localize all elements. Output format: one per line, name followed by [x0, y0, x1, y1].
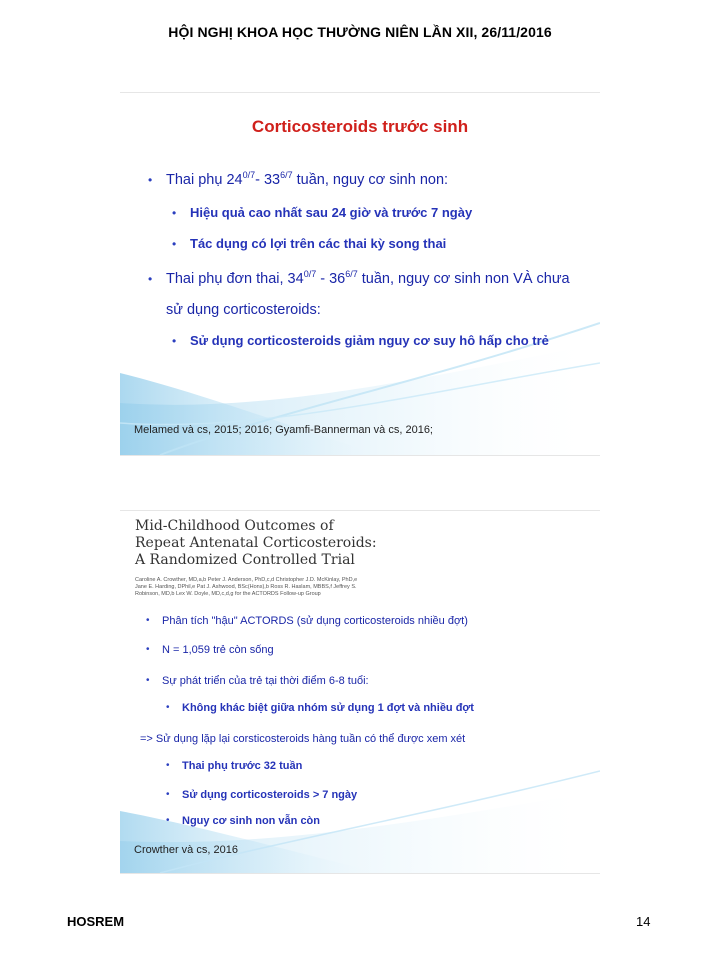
- bullet-dot-icon: •: [148, 272, 153, 286]
- page-number: 14: [636, 914, 651, 929]
- bullet-text: Thai phụ $24^{0/7}-$ $33^{6/7}$ tuần, nguy cơ sinh non:: [166, 170, 449, 188]
- citation: Melamed và cs, 2015; 2016; Gyamfi-Bannerman và cs, 2016;: [134, 424, 433, 436]
- bullet: • Phân tích "hậu" ACTORDS (sử dụng corticosteroids nhiều đợt): [146, 615, 468, 627]
- sub-bullet: • Hiệu quả cao nhất sau 24 giờ và trước 7 ngày: [172, 205, 473, 220]
- condition-item: • Thai phụ trước 32 tuần: [166, 760, 303, 772]
- sub-bullet: • Sử dụng corticosteroids giảm nguy cơ suy hô hấp cho trẻ: [172, 333, 549, 348]
- condition-item: • Nguy cơ sinh non vẫn còn: [166, 815, 320, 827]
- bullet-dot-icon: •: [148, 173, 153, 187]
- page-header: HỘI NGHỊ KHOA HỌC THƯỜNG NIÊN LẦN XII, 26/11/2016: [168, 24, 552, 40]
- bullet: • N = 1,059 trẻ còn sống: [146, 644, 274, 656]
- bullet: • Sự phát triển của trẻ tại thời điểm 6-8 tuổi:: [146, 675, 369, 687]
- bullet-dot-icon: •: [172, 206, 177, 220]
- bullet-dot-icon: •: [146, 644, 150, 655]
- bullet-dot-icon: •: [146, 675, 150, 686]
- sub-bullet: • Không khác biệt giữa nhóm sử dụng 1 đợt và nhiều đợt: [166, 702, 474, 714]
- bullet-dot-icon: •: [166, 789, 170, 800]
- bullet-gestational-range: [148, 171, 588, 189]
- bullet-dot-icon: •: [166, 760, 170, 771]
- bullet-dot-icon: •: [172, 334, 177, 348]
- bullet-dot-icon: •: [146, 615, 150, 626]
- bullet-text: Thai phụ đơn thai, $34^{0/7} - 36^{6/7}$ tuần, nguy cơ sinh non VÀ chưa: [166, 269, 570, 287]
- bullet-dot-icon: •: [166, 815, 170, 826]
- paper-authors: Caroline A. Crowther, MD,a,b Peter J. Anderson, PhD,c,d Christopher J.D. McKinlay, PhD,e Jane E. Harding, DPhil,e Pat J. Ashwood, BSc(Hons),b Ross R. Haslam, MBBS,f Jeffrey S. Robinson, MD,b Lex W. Doyle, MD,c,d,g for the ACTORDS Follow-up Group: [135, 577, 358, 597]
- bullet-dot-icon: •: [172, 237, 177, 251]
- slide-corticosteroids: [120, 92, 600, 456]
- bullet-singleton: [148, 270, 588, 288]
- bullet-continuation: sử dụng corticosteroids:: [166, 302, 321, 318]
- slide-title: Corticosteroids trước sinh: [251, 117, 469, 136]
- bullet-dot-icon: •: [166, 702, 170, 713]
- footer-org: HOSREM: [67, 914, 125, 929]
- citation: Crowther và cs, 2016: [134, 844, 238, 856]
- conclusion-line: => Sử dụng lặp lại corsticosteroids hàng tuần có thể được xem xét: [140, 733, 466, 745]
- slide-actords: [120, 510, 600, 874]
- sub-bullet: • Tác dụng có lợi trên các thai kỳ song thai: [172, 236, 447, 251]
- paper-title: Mid-Childhood Outcomes of Repeat Antenatal Corticosteroids: A Randomized Controlled Trial: [135, 518, 377, 568]
- condition-item: • Sử dụng corticosteroids > 7 ngày: [166, 789, 358, 801]
